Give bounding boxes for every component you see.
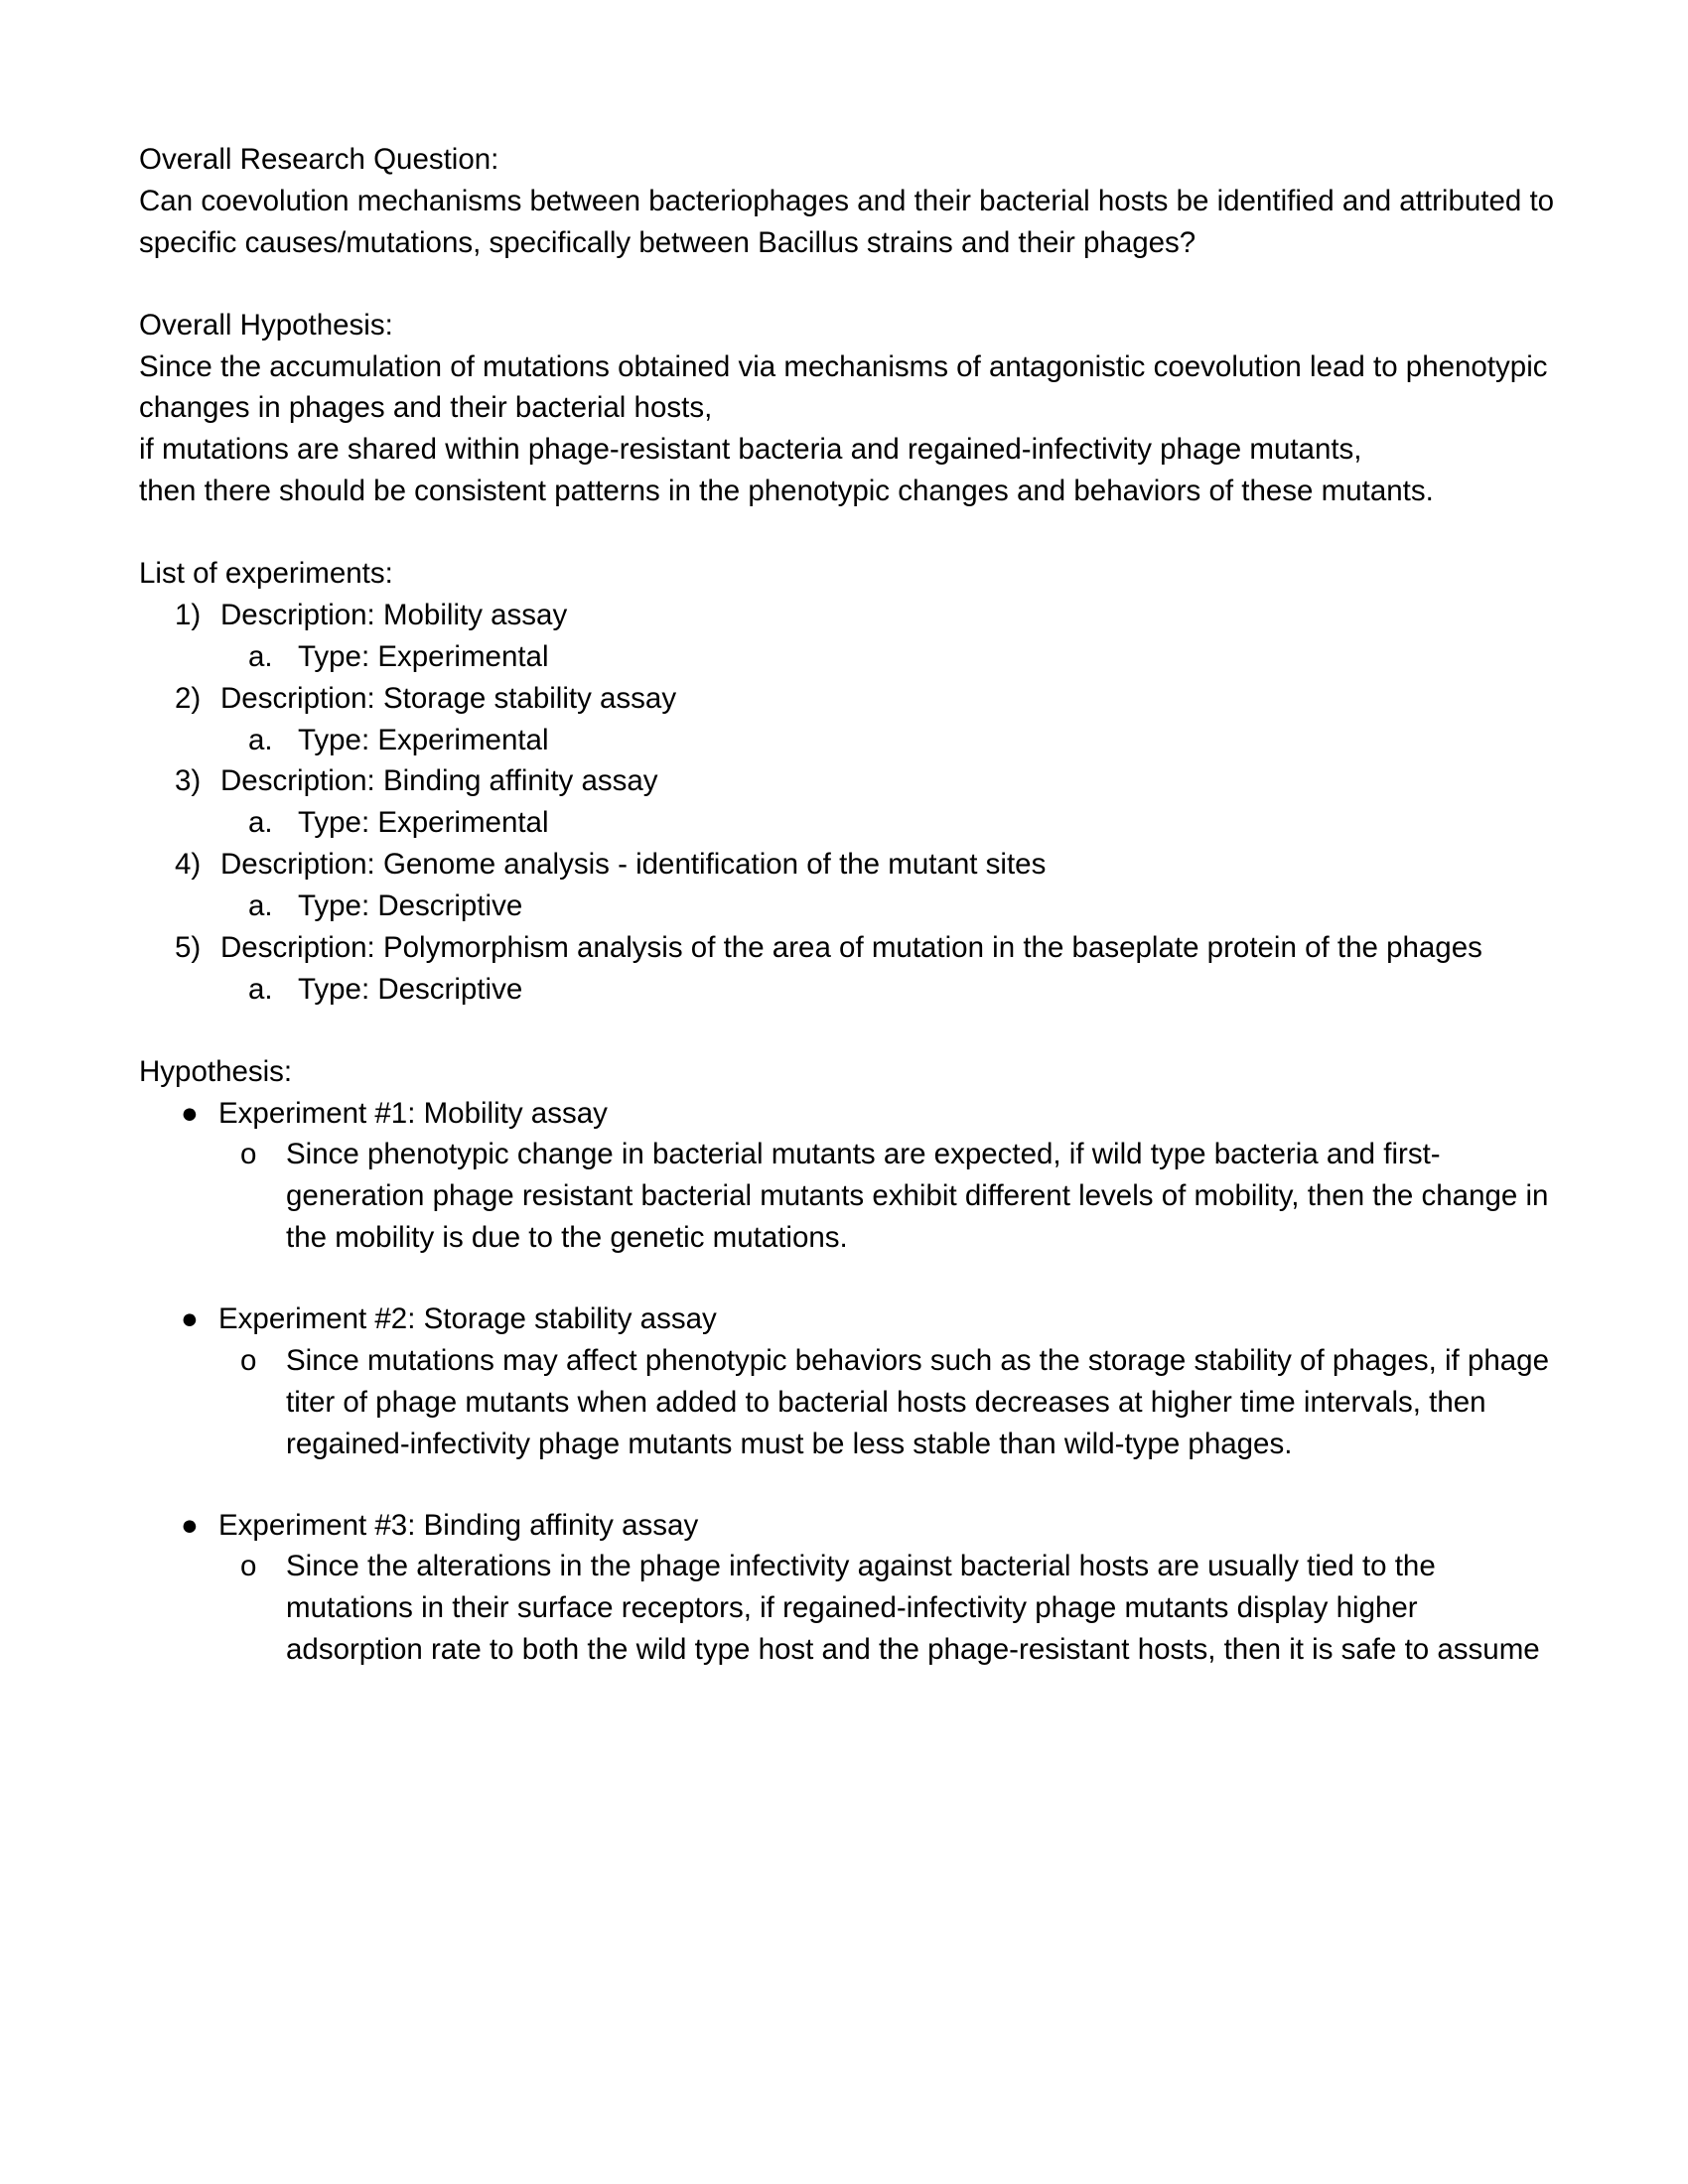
spacer xyxy=(139,1465,1559,1505)
overall-hypothesis-line-1: Since the accumulation of mutations obtained via mechanisms of antagonistic coevolution lead to phenotypic changes in phages and their bacterial hosts, xyxy=(139,349,1548,425)
bullet-icon: ● xyxy=(181,1302,199,1335)
hypothesis-sub-list xyxy=(218,1546,1559,1671)
experiment-description: Description: Binding affinity assay xyxy=(220,764,658,798)
research-question-text: Can coevolution mechanisms between bacteriophages and their bacterial hosts be identified and attributed to specific causes/mutations, specifically between Bacillus strains and their phages? xyxy=(139,184,1555,259)
list-item xyxy=(218,1340,1559,1465)
list-item xyxy=(139,678,1559,761)
experiment-description: Description: Polymorphism analysis of the area of mutation in the baseplate protein of the phages xyxy=(220,930,1482,964)
hypothesis-label: Hypothesis: xyxy=(139,1054,293,1088)
circle-bullet-icon: o xyxy=(240,1343,257,1377)
bullet-icon: ● xyxy=(181,1508,199,1542)
list-item xyxy=(139,760,1559,844)
hypothesis-sub-list xyxy=(218,1340,1559,1465)
list-marker: 4) xyxy=(175,848,202,882)
experiments-list-label: List of experiments: xyxy=(139,557,393,590)
spacer xyxy=(139,264,1559,305)
circle-bullet-icon: o xyxy=(240,1550,257,1583)
experiment-description: Description: Mobility assay xyxy=(220,598,568,631)
list-item xyxy=(139,927,1559,1011)
list-item xyxy=(139,1093,1559,1260)
list-item xyxy=(139,1505,1559,1672)
hypothesis-title: Experiment #2: Storage stability assay xyxy=(218,1302,717,1335)
experiment-sub-list xyxy=(220,802,1559,844)
list-item xyxy=(139,1298,1559,1465)
hypothesis-title: Experiment #3: Binding affinity assay xyxy=(218,1508,699,1542)
list-item xyxy=(220,720,1559,761)
list-marker: 1) xyxy=(175,598,202,631)
experiment-sub-list xyxy=(220,969,1559,1011)
list-item xyxy=(218,1546,1559,1671)
experiment-type: Type: Descriptive xyxy=(298,972,523,1006)
list-marker: a. xyxy=(248,972,273,1006)
overall-hypothesis-label: Overall Hypothesis: xyxy=(139,308,393,341)
hypothesis-sub-list xyxy=(218,1134,1559,1259)
experiment-description: Description: Genome analysis - identification of the mutant sites xyxy=(220,848,1047,882)
list-marker: a. xyxy=(248,723,273,756)
list-item xyxy=(220,802,1559,844)
experiment-type: Type: Experimental xyxy=(298,639,549,673)
experiment-description: Description: Storage stability assay xyxy=(220,681,677,715)
experiment-type: Type: Experimental xyxy=(298,806,549,840)
list-item xyxy=(218,1134,1559,1259)
list-marker: 2) xyxy=(175,681,202,715)
spacer xyxy=(139,1259,1559,1298)
hypothesis-body: Since the alterations in the phage infectivity against bacterial hosts are usually tied to the mutations in their surface receptors, if regained-infectivity phage mutants display higher adsorption rate to both the wild type host and the phage-resistant hosts, then it is safe to assume xyxy=(286,1550,1540,1667)
research-question-label: Overall Research Question: xyxy=(139,143,499,176)
spacer xyxy=(139,1011,1559,1051)
hypothesis-body: Since mutations may affect phenotypic behaviors such as the storage stability of phages, if phage titer of phage mutants when added to bacterial hosts decreases at higher time intervals, then regained-infectivity phage mutants must be less stable than wild-type phages. xyxy=(286,1343,1549,1460)
hypothesis-title: Experiment #1: Mobility assay xyxy=(218,1096,608,1130)
list-item xyxy=(220,969,1559,1011)
experiment-sub-list xyxy=(220,886,1559,927)
list-marker: 5) xyxy=(175,930,202,964)
list-marker: 3) xyxy=(175,764,202,798)
list-marker: a. xyxy=(248,889,273,922)
list-marker: a. xyxy=(248,639,273,673)
hypothesis-body: Since phenotypic change in bacterial mutants are expected, if wild type bacteria and first-generation phage resistant bacterial mutants exhibit different levels of mobility, then the change in the mobility is due to the genetic mutations. xyxy=(286,1138,1549,1255)
experiments-list xyxy=(139,595,1559,1011)
experiment-sub-list xyxy=(220,636,1559,678)
document-body xyxy=(139,139,1559,1671)
experiment-sub-list xyxy=(220,720,1559,761)
list-item xyxy=(139,595,1559,678)
bullet-icon: ● xyxy=(181,1096,199,1130)
hypothesis-list xyxy=(139,1093,1559,1672)
list-item xyxy=(220,636,1559,678)
experiment-type: Type: Experimental xyxy=(298,723,549,756)
spacer xyxy=(139,512,1559,553)
circle-bullet-icon: o xyxy=(240,1138,257,1171)
overall-hypothesis-line-2: if mutations are shared within phage-resistant bacteria and regained-infectivity phage mutants, xyxy=(139,433,1362,467)
list-marker: a. xyxy=(248,806,273,840)
overall-hypothesis-line-3: then there should be consistent patterns in the phenotypic changes and behaviors of these mutants. xyxy=(139,475,1434,508)
experiment-type: Type: Descriptive xyxy=(298,889,523,922)
list-item xyxy=(220,886,1559,927)
list-item xyxy=(139,844,1559,927)
